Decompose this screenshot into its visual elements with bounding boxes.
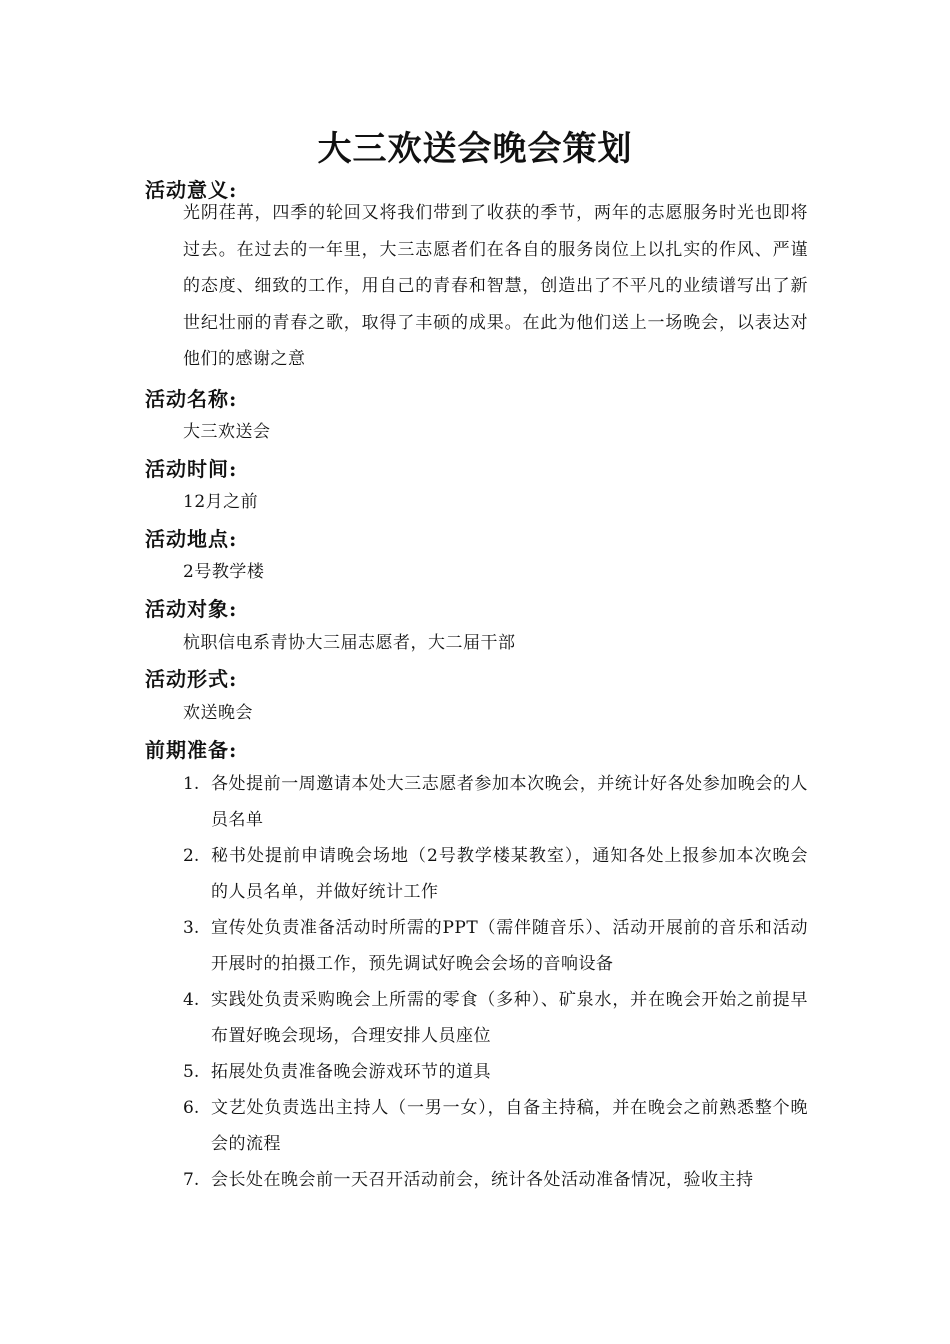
prep-item-text: 秘书处提前申请晚会场地（2号教学楼某教室），通知各处上报参加本次晚会的人员名单，并做好统计工作 [211,846,808,902]
prep-item-number: 3. [183,918,200,938]
section-heading-format: 活动形式: [145,667,238,691]
section-heading-location: 活动地点: [145,527,238,551]
section-body-location: 2号教学楼 [183,562,265,582]
section-body-format: 欢送晚会 [183,703,253,723]
prep-item-number: 2. [183,846,200,866]
section-heading-preparation: 前期准备: [145,738,238,762]
section-body-significance: 光阴荏苒，四季的轮回又将我们带到了收获的季节，两年的志愿服务时光也即将过去。在过去的一年里，大三志愿者们在各自的服务岗位上以扎实的作风、严谨的态度、细致的工作，用自己的青春和智慧，创造出了不平凡的业绩谱写出了新世纪壮丽的青春之歌，取得了丰硕的成果。在此为他们送上一场晚会，以表达对他们的感谢之意 [183,203,808,369]
prep-item-text: 拓展处负责准备晚会游戏环节的道具 [211,1062,491,1082]
prep-item-number: 5. [183,1062,200,1082]
prep-list-item [183,910,808,982]
prep-list-item [183,838,808,910]
prep-item-number: 4. [183,990,200,1010]
document-title: 大三欢送会晚会策划 [317,129,633,169]
section-body-time: 12月之前 [183,492,259,512]
prep-list-item [183,982,808,1054]
prep-list-item [183,1054,808,1090]
prep-list-item [183,766,808,838]
section-heading-time: 活动时间: [145,457,238,481]
prep-item-text: 宣传处负责准备活动时所需的PPT（需伴随音乐）、活动开展前的音乐和活动开展时的拍摄工作，预先调试好晚会会场的音响设备 [211,918,808,974]
prep-item-number: 7. [183,1170,200,1190]
prep-item-text: 会长处在晚会前一天召开活动前会，统计各处活动准备情况，验收主持 [211,1170,754,1190]
section-body-name: 大三欢送会 [183,422,271,442]
section-heading-name: 活动名称: [145,387,238,411]
prep-list-item [183,1162,808,1198]
prep-item-number: 1. [183,774,200,794]
section-heading-audience: 活动对象: [145,597,238,621]
prep-item-text: 实践处负责采购晚会上所需的零食（多种）、矿泉水，并在晚会开始之前提早布置好晚会现场，合理安排人员座位 [211,990,808,1046]
section-body-audience: 杭职信电系青协大三届志愿者，大二届干部 [183,633,516,653]
prep-item-text: 文艺处负责选出主持人（一男一女），自备主持稿，并在晚会之前熟悉整个晚会的流程 [211,1098,808,1154]
prep-item-text: 各处提前一周邀请本处大三志愿者参加本次晚会，并统计好各处参加晚会的人员名单 [211,774,808,830]
section-heading-significance: 活动意义: [145,178,238,202]
prep-list-item [183,1090,808,1162]
prep-item-number: 6. [183,1098,200,1118]
